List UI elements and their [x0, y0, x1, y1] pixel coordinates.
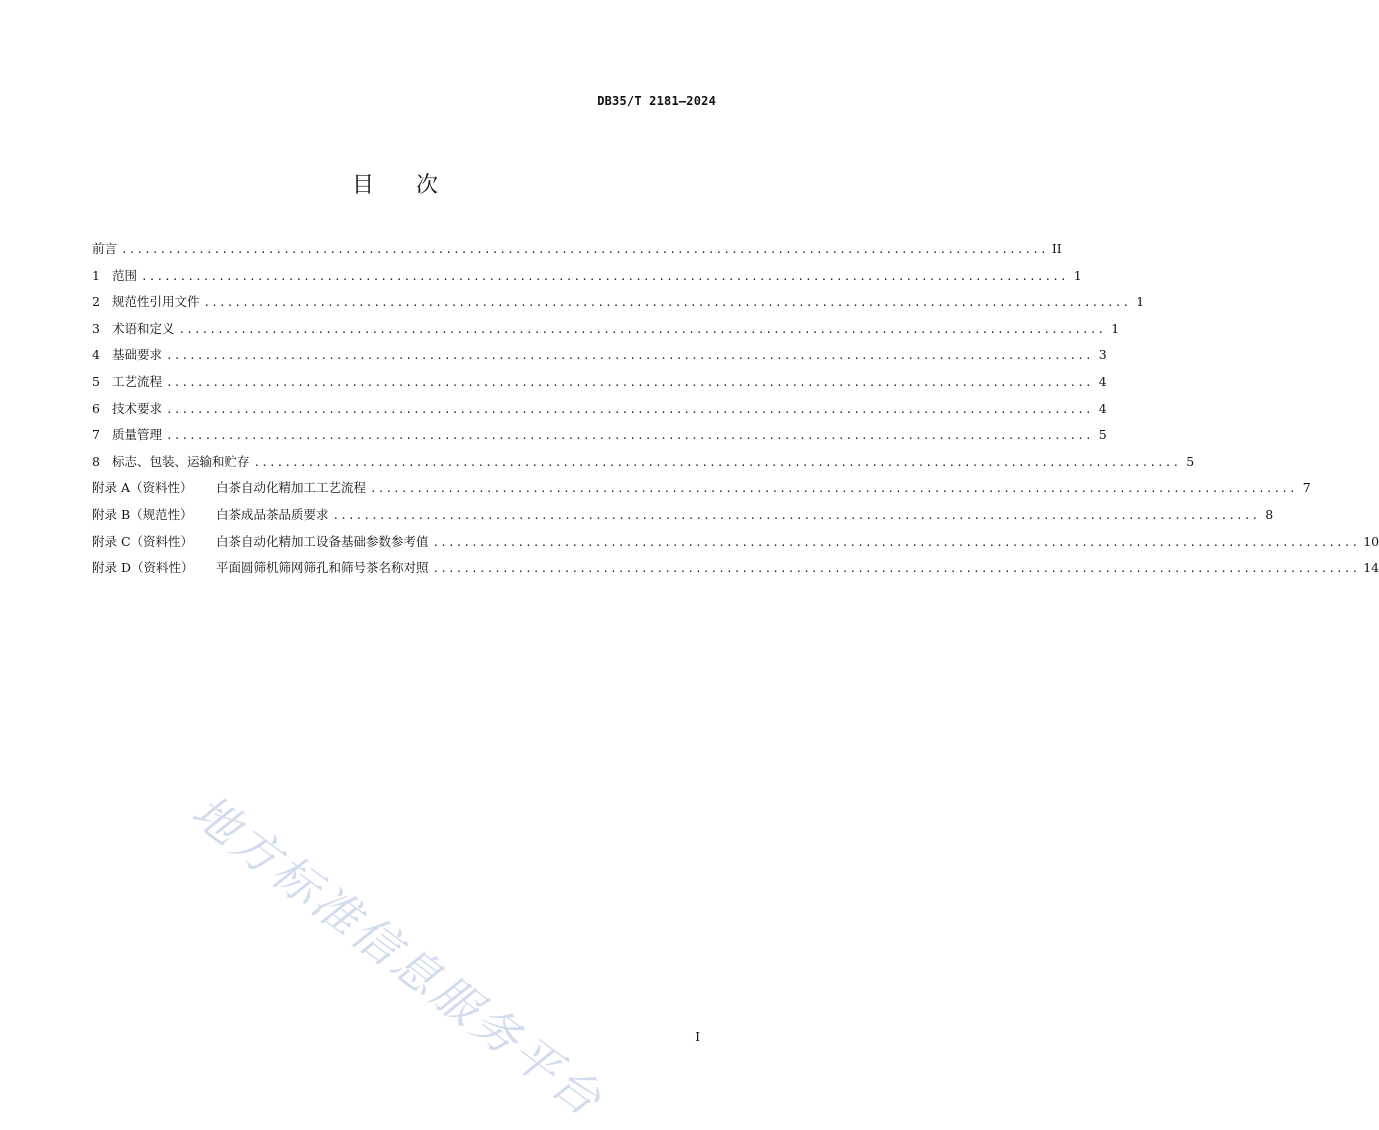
toc-entry-label: [92, 478, 366, 496]
toc-entry-page: 8: [1265, 506, 1274, 522]
toc-entry-text: 范围: [112, 267, 138, 283]
appendix-prefix: 附录 A（资料性）: [92, 480, 193, 496]
toc-leader-dots: ........................................................................................................................: [166, 349, 1093, 363]
toc-entry-label: [92, 399, 162, 417]
toc-entry-label: [92, 558, 429, 576]
toc-entry-page: 1: [1073, 267, 1082, 283]
toc-leader-dots: ........................................................................................................................: [121, 243, 1048, 256]
appendix-prefix: 附录 D（资料性）: [92, 560, 194, 576]
toc-entry-number: 6: [92, 400, 100, 416]
toc-entry-label: [92, 452, 250, 470]
toc-entry-text: 基础要求: [112, 347, 163, 363]
toc-entry-7[interactable]: [92, 425, 1107, 452]
toc-entry-number: 3: [92, 320, 100, 336]
toc-entry-page: 14: [1363, 560, 1379, 576]
title-char-1: 目: [351, 173, 376, 198]
toc-entry-page: 7: [1302, 480, 1311, 496]
toc-entry-label: [92, 319, 175, 337]
toc-entry-3[interactable]: [92, 319, 1120, 346]
toc-entry-page: 5: [1098, 427, 1107, 443]
title-char-2: 次: [416, 173, 441, 198]
toc-entry-number: 5: [92, 373, 100, 389]
toc-leader-dots: ........................................................................................................................: [141, 269, 1068, 283]
appendix-prefix: 附录 C（资料性）: [92, 533, 194, 549]
toc-entry-text: 工艺流程: [112, 373, 163, 389]
toc-entry-number: 7: [92, 427, 100, 443]
toc-entry-5[interactable]: [92, 372, 1107, 399]
toc-entry-label: [92, 532, 429, 550]
toc-entry-page: II: [1051, 241, 1062, 256]
toc-entry-8[interactable]: [92, 452, 1195, 479]
toc-entry-number: 4: [92, 347, 100, 363]
toc-leader-dots: ........................................................................................................................: [253, 455, 1181, 469]
toc-entry-page: 4: [1098, 373, 1107, 389]
appendix-title: 白茶自动化精加工工艺流程: [216, 480, 367, 496]
toc-entry-label: 前言: [92, 241, 118, 256]
toc-entry-2[interactable]: [92, 292, 1145, 319]
toc-entry-label: [92, 505, 329, 523]
toc-appendix-c[interactable]: [92, 532, 1379, 559]
toc-entry-number: 1: [92, 267, 100, 283]
page-number: I: [695, 1030, 700, 1044]
table-of-contents: [92, 239, 1379, 585]
toc-leader-dots: ........................................................................................................................: [370, 482, 1297, 496]
toc-entry-text: 标志、包装、运输和贮存: [112, 453, 250, 469]
toc-leader-dots: ........................................................................................................................: [178, 322, 1106, 336]
toc-entry-page: 5: [1186, 453, 1195, 469]
toc-appendix-d[interactable]: [92, 558, 1379, 585]
toc-entry-4[interactable]: [92, 345, 1107, 372]
toc-entry-text: 技术要求: [112, 400, 163, 416]
toc-entry-number: 2: [92, 294, 100, 310]
toc-leader-dots: ........................................................................................................................: [166, 429, 1093, 443]
toc-entry-text: 术语和定义: [112, 320, 175, 336]
toc-entry-page: 4: [1098, 400, 1107, 416]
toc-entry-page: 10: [1363, 533, 1379, 549]
toc-entry-page: 1: [1111, 320, 1120, 336]
appendix-title: 平面圆筛机筛网筛孔和筛号茶名称对照: [216, 560, 429, 576]
toc-entry-page: 3: [1098, 347, 1107, 363]
toc-entry-label: [92, 372, 162, 390]
toc-entry-label: [92, 292, 200, 310]
toc-entry-text: 质量管理: [112, 427, 163, 443]
toc-entry-foreword[interactable]: [92, 239, 1062, 266]
toc-leader-dots: ........................................................................................................................: [166, 375, 1093, 389]
toc-appendix-b[interactable]: [92, 505, 1274, 532]
appendix-title: 白茶自动化精加工设备基础参数参考值: [216, 533, 429, 549]
appendix-prefix: 附录 B（规范性）: [92, 506, 193, 522]
toc-entry-page: 1: [1136, 294, 1145, 310]
toc-leader-dots: ........................................................................................................................: [166, 402, 1093, 416]
toc-leader-dots: ........................................................................................................................: [432, 562, 1360, 576]
toc-appendix-a[interactable]: [92, 478, 1311, 505]
page-title: [0, 168, 792, 199]
watermark-text: 地方标准信息服务平台: [181, 783, 614, 1128]
toc-entry-number: 8: [92, 453, 100, 469]
toc-entry-label: [92, 345, 162, 363]
toc-entry-1[interactable]: [92, 266, 1082, 293]
toc-entry-label: [92, 266, 137, 284]
toc-entry-label: [92, 425, 162, 443]
toc-leader-dots: ........................................................................................................................: [203, 296, 1131, 310]
appendix-title: 白茶成品茶品质要求: [216, 506, 329, 522]
toc-entry-text: 规范性引用文件: [112, 294, 200, 310]
toc-entry-6[interactable]: [92, 399, 1107, 426]
document-code: DB35/T 2181—2024: [597, 94, 716, 108]
toc-leader-dots: ........................................................................................................................: [332, 508, 1260, 522]
toc-leader-dots: ........................................................................................................................: [432, 535, 1360, 549]
